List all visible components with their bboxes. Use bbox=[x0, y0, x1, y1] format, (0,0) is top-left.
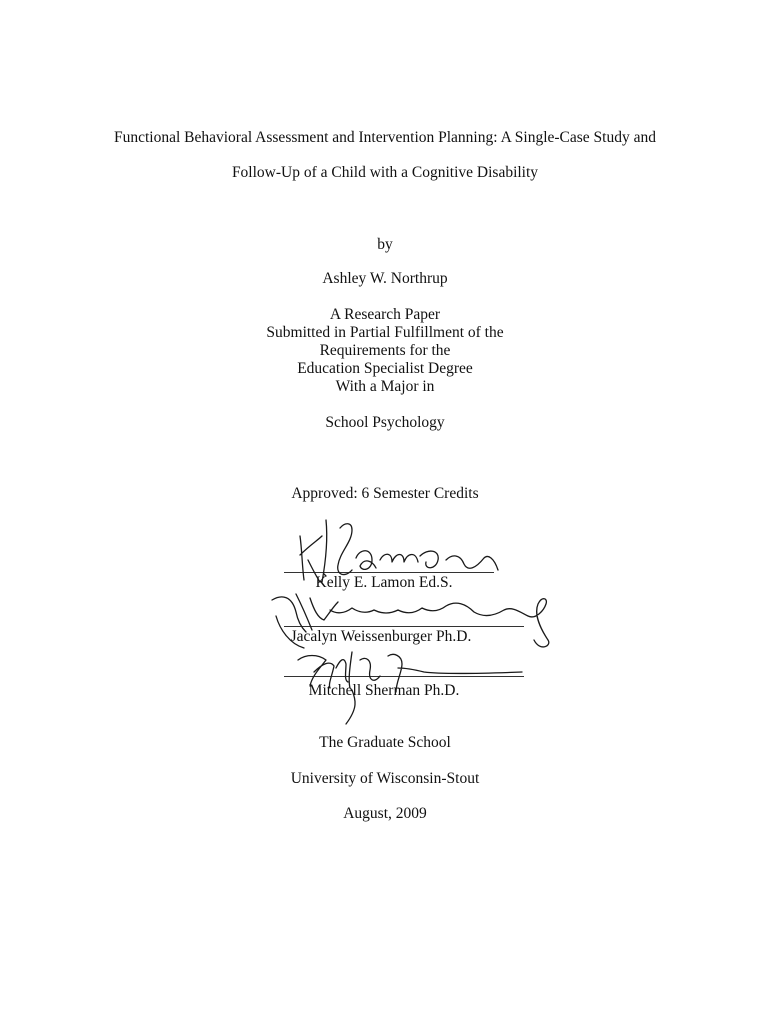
author-name: Ashley W. Northrup bbox=[322, 270, 448, 287]
signature-line-1 bbox=[284, 572, 494, 573]
major-name: School Psychology bbox=[325, 414, 445, 431]
major-intro: With a Major in bbox=[335, 378, 435, 395]
paper-type: A Research Paper bbox=[329, 306, 441, 323]
university-name: University of Wisconsin-Stout bbox=[290, 770, 480, 787]
title-line-1: Functional Behavioral Assessment and Intervention Planning: A Single-Case Study and bbox=[113, 129, 656, 146]
requirements-text: Requirements for the bbox=[319, 342, 451, 359]
degree-text: Education Specialist Degree bbox=[297, 360, 473, 377]
title-line-2: Follow-Up of a Child with a Cognitive Disability bbox=[231, 164, 539, 181]
signature-line-3 bbox=[284, 676, 524, 677]
committee-member-1: Kelly E. Lamon Ed.S. bbox=[315, 574, 453, 591]
approved-credits: Approved: 6 Semester Credits bbox=[291, 485, 479, 502]
committee-member-2: Jacalyn Weissenburger Ph.D. bbox=[290, 628, 472, 645]
submitted-text: Submitted in Partial Fulfillment of the bbox=[266, 324, 504, 341]
by-label: by bbox=[377, 236, 393, 253]
submission-date: August, 2009 bbox=[343, 805, 427, 822]
graduate-school: The Graduate School bbox=[319, 734, 451, 751]
signature-line-2 bbox=[284, 626, 524, 627]
committee-member-3: Mitchell Sherman Ph.D. bbox=[308, 682, 460, 699]
